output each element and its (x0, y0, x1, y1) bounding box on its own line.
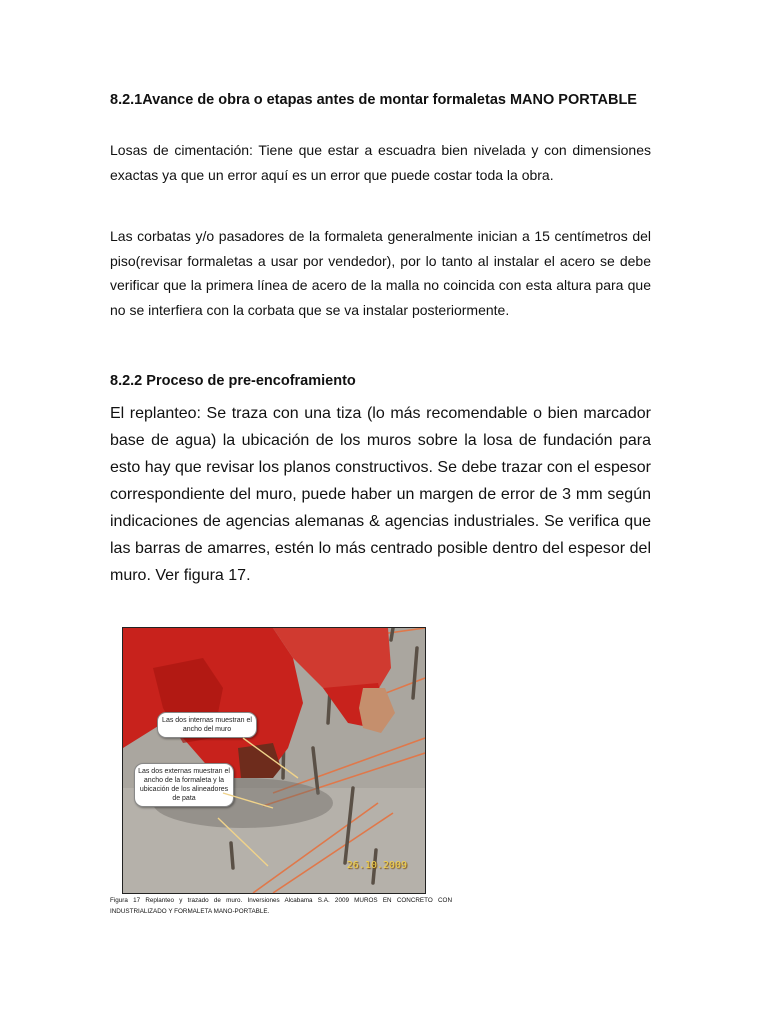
paragraph-corbatas: Las corbatas y/o pasadores de la formaleta generalmente inician a 15 centímetros del piso(revisar formaletas a usar por vendedor), por lo tanto al instalar el acero se debe verificar que la primera línea de acero de la malla no coincida con esta altura para que no se interfiera con la corbata que se va instalar posteriormente. (110, 228, 651, 318)
callout-outer-lines: Las dos externas muestran el ancho de la formaleta y la ubicación de los alineadores de pata (134, 763, 234, 807)
paragraph-losas-cimentacion: Losas de cimentación: Tiene que estar a escuadra bien nivelada y con dimensiones exactas ya que un error aquí es un error que puede costar toda la obra. (110, 142, 651, 183)
photo-date-stamp: 26.10.2009 (346, 860, 407, 871)
section-heading-8-2-1: 8.2.1Avance de obra o etapas antes de montar formaletas MANO PORTABLE (110, 92, 637, 108)
callout-pointer-lines (123, 628, 425, 893)
figure-17-photo (122, 627, 426, 894)
section-heading-8-2-2: 8.2.2 Proceso de pre-encoframiento (110, 373, 356, 389)
paragraph-replanteo: El replanteo: Se traza con una tiza (lo más recomendable o bien marcador base de agua) la ubicación de los muros sobre la losa de fundación para esto hay que revisar los planos constructivos. Se debe trazar con el espesor correspondiente del muro, puede haber un margen de error de 3 mm según indicaciones de agencias alemanas & agencias industriales. Se verifica que las barras de amarres, estén lo más centrado posible dentro del espesor del muro. Ver figura 17. (110, 405, 651, 584)
figure-caption: Figura 17 Replanteo y trazado de muro. Inversiones Alcabama S.A. 2009 MUROS EN CONCRETO CON INDUSTRIALIZADO Y FORMALETA MANO-PORTABLE. (110, 897, 452, 915)
callout-inner-lines: Las dos internas muestran el ancho del muro (157, 712, 257, 738)
